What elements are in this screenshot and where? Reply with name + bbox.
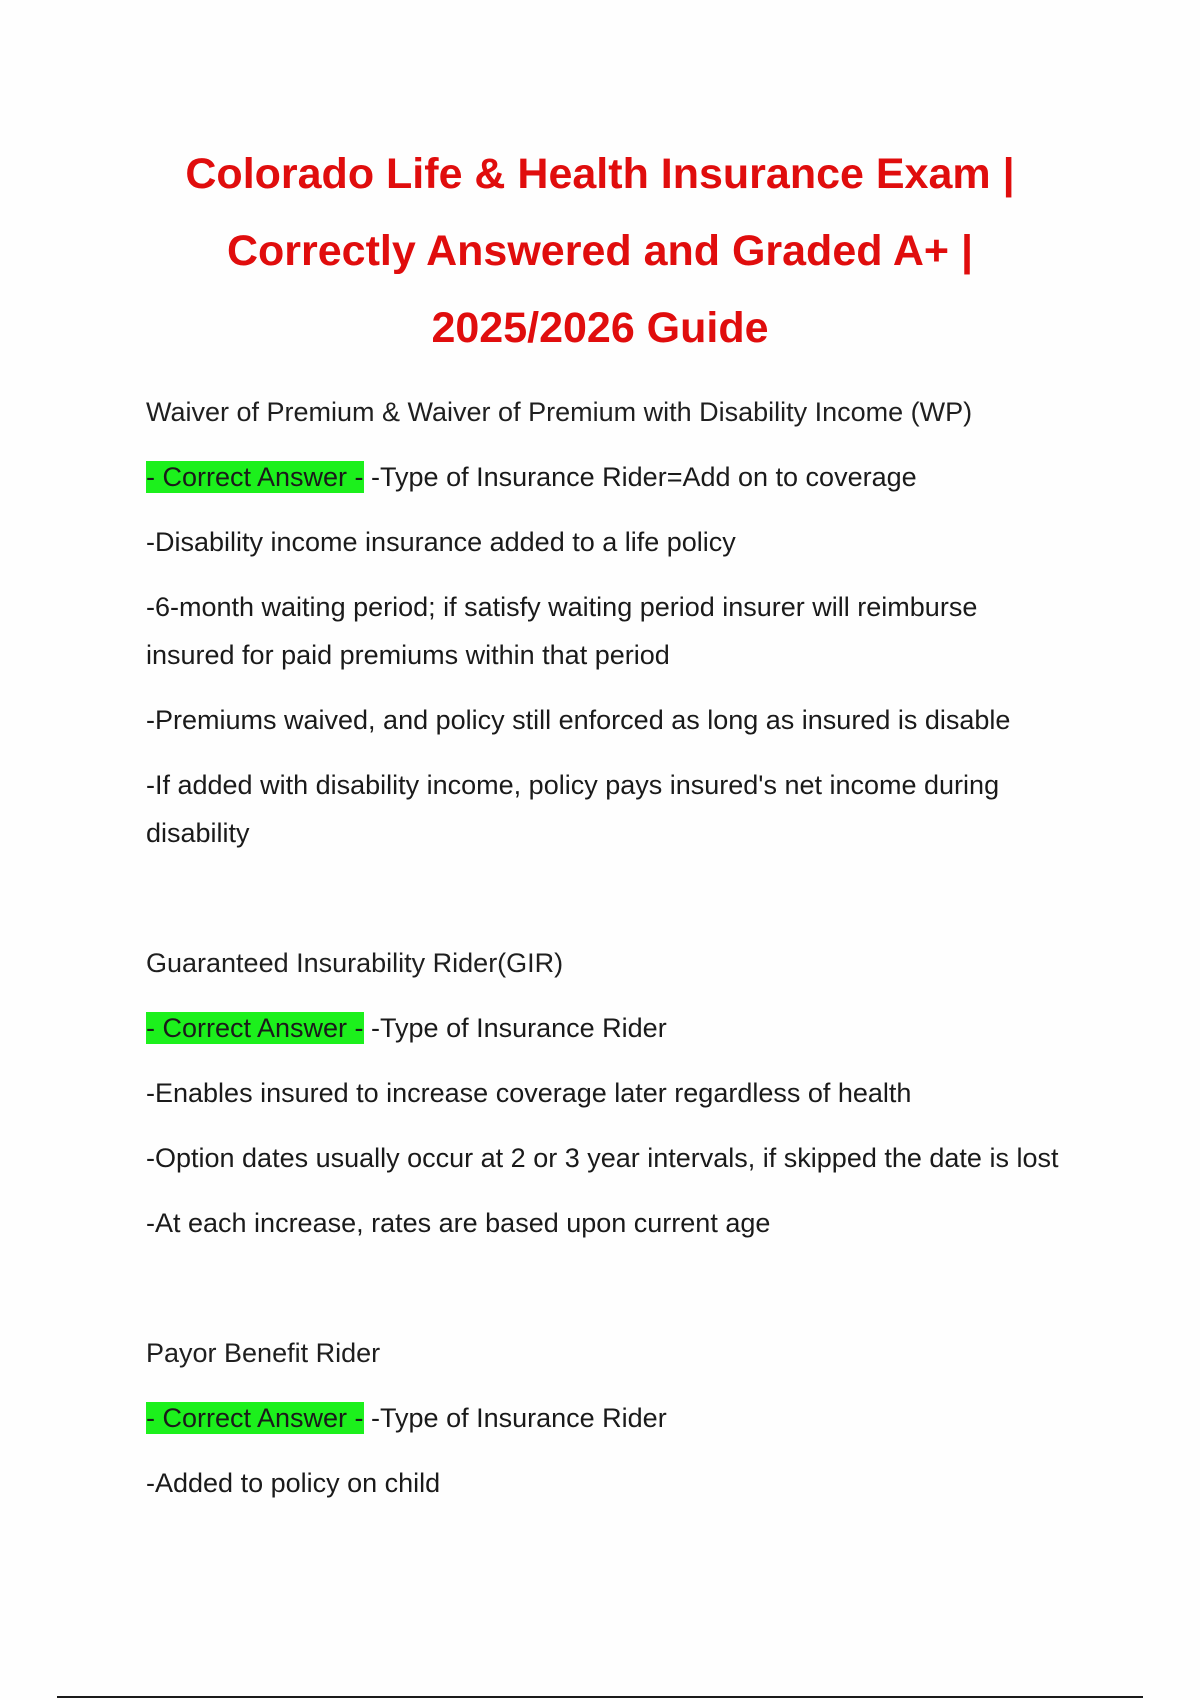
- qa-section-payor-benefit: [146, 1329, 1066, 1524]
- document-body: [146, 388, 1066, 1524]
- answer-point: -Disability income insurance added to a life policy: [146, 527, 736, 557]
- question-text: Payor Benefit Rider: [146, 1338, 381, 1368]
- answer-point: -Option dates usually occur at 2 or 3 year intervals, if skipped the date is lost: [146, 1143, 1059, 1173]
- answer-text: -Type of Insurance Rider: [363, 1403, 667, 1433]
- answer-text: -Type of Insurance Rider=Add on to coverage: [363, 462, 917, 492]
- correct-answer-label: - Correct Answer -: [146, 462, 364, 492]
- title-line-2: Correctly Answered and Graded A+ |: [226, 227, 974, 275]
- qa-section-guaranteed-insurability: [146, 939, 1066, 1264]
- answer-point: -6-month waiting period; if satisfy waiting period insurer will reimburse insured for paid premiums within that period: [146, 592, 978, 670]
- document-title: [100, 136, 1100, 367]
- title-line-3: 2025/2026 Guide: [431, 304, 769, 352]
- title-line-1: Colorado Life & Health Insurance Exam |: [185, 150, 1015, 198]
- footer-divider: [57, 1696, 1143, 1698]
- qa-section-waiver-of-premium: [146, 388, 1066, 874]
- answer-first-line: [146, 1004, 1066, 1069]
- answer-first-line: [146, 1394, 1066, 1459]
- section-spacer: [146, 1264, 1066, 1329]
- answer-first-line: [146, 453, 1066, 518]
- question-text: Guaranteed Insurability Rider(GIR): [146, 948, 564, 978]
- answer-point: -At each increase, rates are based upon current age: [146, 1208, 771, 1238]
- question-text: Waiver of Premium & Waiver of Premium with Disability Income (WP): [146, 397, 973, 427]
- answer-point: -Added to policy on child: [146, 1468, 441, 1498]
- answer-point: -If added with disability income, policy pays insured's net income during disability: [146, 770, 1000, 848]
- answer-point: -Premiums waived, and policy still enforced as long as insured is disable: [146, 705, 1011, 735]
- section-spacer: [146, 874, 1066, 939]
- answer-text: -Type of Insurance Rider: [363, 1013, 667, 1043]
- answer-point: -Enables insured to increase coverage later regardless of health: [146, 1078, 912, 1108]
- correct-answer-label: - Correct Answer -: [146, 1403, 364, 1433]
- correct-answer-label: - Correct Answer -: [146, 1013, 364, 1043]
